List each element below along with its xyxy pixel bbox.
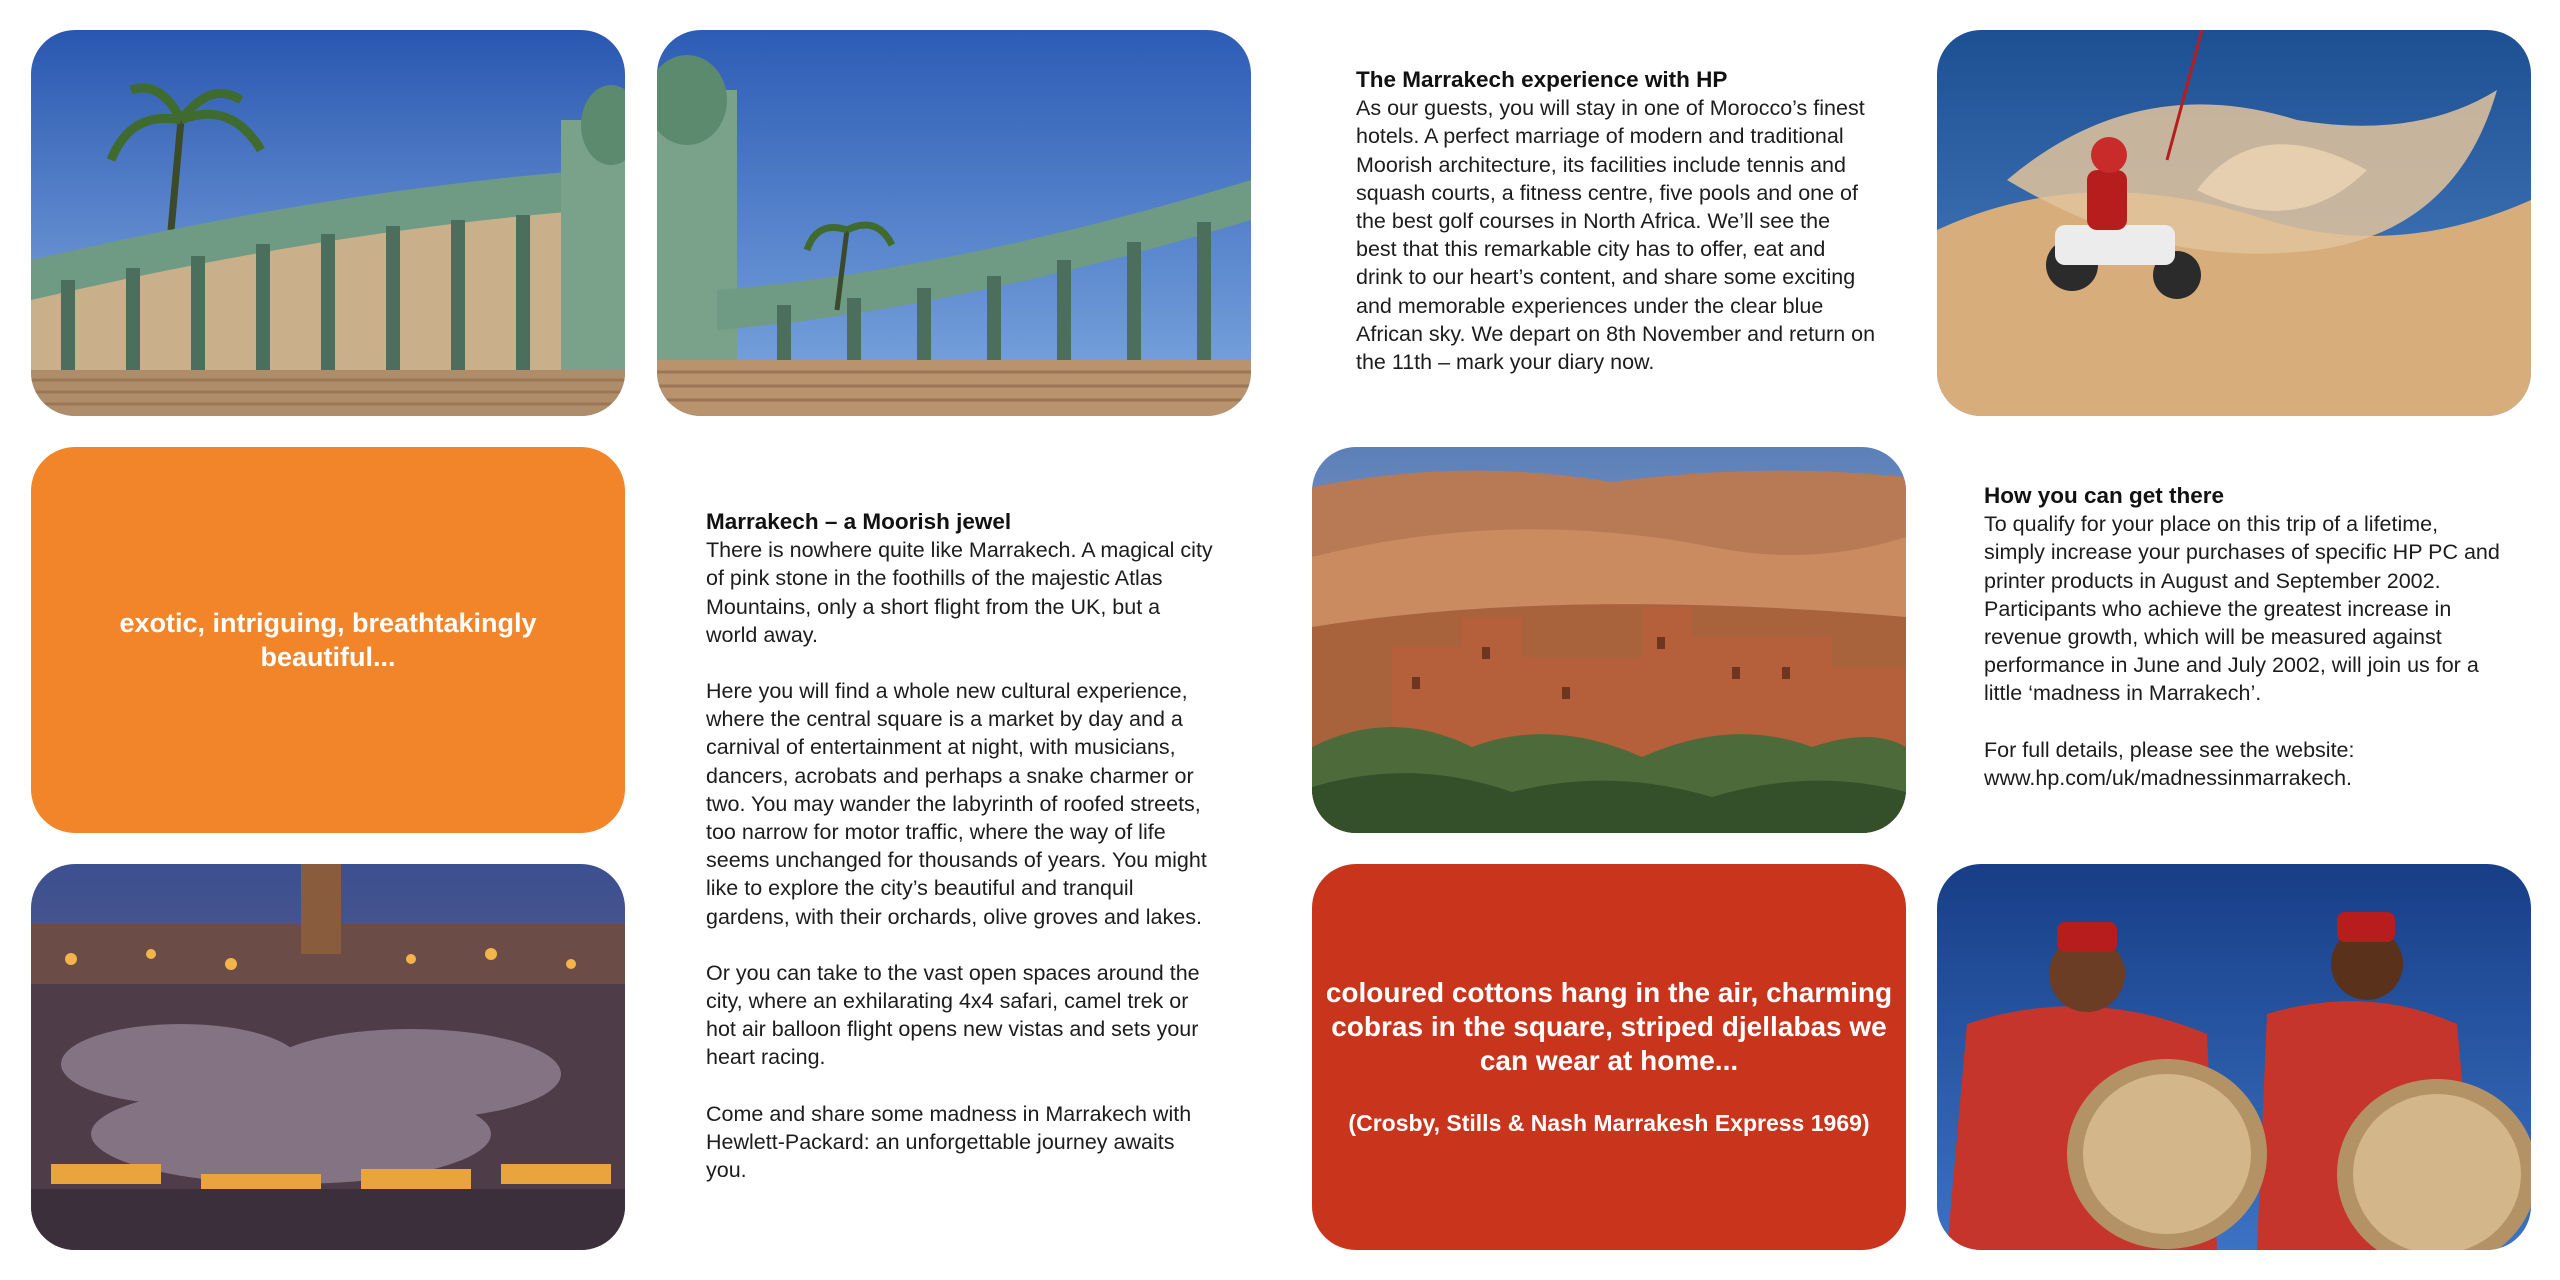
how-to-get-there-heading: How you can get there — [1984, 483, 2225, 508]
moorish-jewel-paragraph: Here you will find a whole new cultural experience, where the central square is a market by day and a carnival of entertainment at night, with musicians, dancers, acrobats and perhaps a snake charmer or two. You may wander the labyrinth of roofed streets, too narrow for motor traffic, where the way of life seems unchanged for thousands of years. You might like to explore the city’s beautiful and tranquil gardens, with their orchards, olive groves and lakes. — [706, 679, 1207, 929]
photo-moorish-arcade-right — [657, 30, 1251, 416]
moorish-jewel-section — [706, 508, 1216, 1184]
orange-quote-text: exotic, intriguing, breathtakingly beautiful... — [119, 608, 537, 672]
how-to-get-there-section — [1984, 482, 2504, 792]
moorish-jewel-paragraph: There is nowhere quite like Marrakech. A magical city of pink stone in the foothills of the majestic Atlas Mountains, only a short flight from the UK, but a world away. — [706, 538, 1213, 647]
website-details-paragraph: For full details, please see the website: www.hp.com/uk/madnessinmarrakech. — [1984, 737, 2355, 790]
red-quote-panel — [1312, 864, 1906, 1250]
moorish-jewel-heading: Marrakech – a Moorish jewel — [706, 509, 1012, 534]
photo-square-market-night — [31, 864, 625, 1250]
hp-experience-heading: The Marrakech experience with HP — [1356, 67, 1728, 92]
photo-drummers — [1937, 864, 2531, 1250]
hp-experience-section — [1356, 66, 1876, 376]
orange-quote-panel — [31, 447, 625, 833]
red-quote-text: coloured cottons hang in the air, charming cobras in the square, striped djellabas we can wear at home... — [1325, 977, 1893, 1076]
hp-experience-body: As our guests, you will stay in one of Morocco’s finest hotels. A perfect marriage of modern and traditional Moorish architecture, its facilities include tennis and squash courts, a fitness centre, five pools and one of the best golf courses in North Africa. We’ll see the best that this remarkable city has to offer, eat and drink to our heart’s content, and share some exciting and memorable experiences under the clear blue African sky. We depart on 8th November and return on the 11th – mark your diary now. — [1356, 96, 1876, 375]
red-quote-credit: (Crosby, Stills & Nash Marrakesh Express 1969) — [1348, 1110, 1870, 1136]
photo-moorish-arcade-left — [31, 30, 625, 416]
photo-quad-bike-dunes — [1937, 30, 2531, 416]
how-to-get-there-paragraph: To qualify for your place on this trip of a lifetime, simply increase your purchases of specific HP PC and printer products in August and September 2002. Participants who achieve the greatest increase in revenue growth, which will be measured against performance in June and July 2002, will join us for a little ‘madness in Marrakech’. — [1984, 512, 2500, 706]
moorish-jewel-paragraph: Come and share some madness in Marrakech with Hewlett-Packard: an unforgettable journey awaits you. — [706, 1101, 1192, 1183]
photo-kasbah-atlas-mountains — [1312, 447, 1906, 833]
moorish-jewel-paragraph: Or you can take to the vast open spaces around the city, where an exhilarating 4x4 safari, camel trek or hot air balloon flight opens new vistas and sets your heart racing. — [706, 960, 1200, 1070]
